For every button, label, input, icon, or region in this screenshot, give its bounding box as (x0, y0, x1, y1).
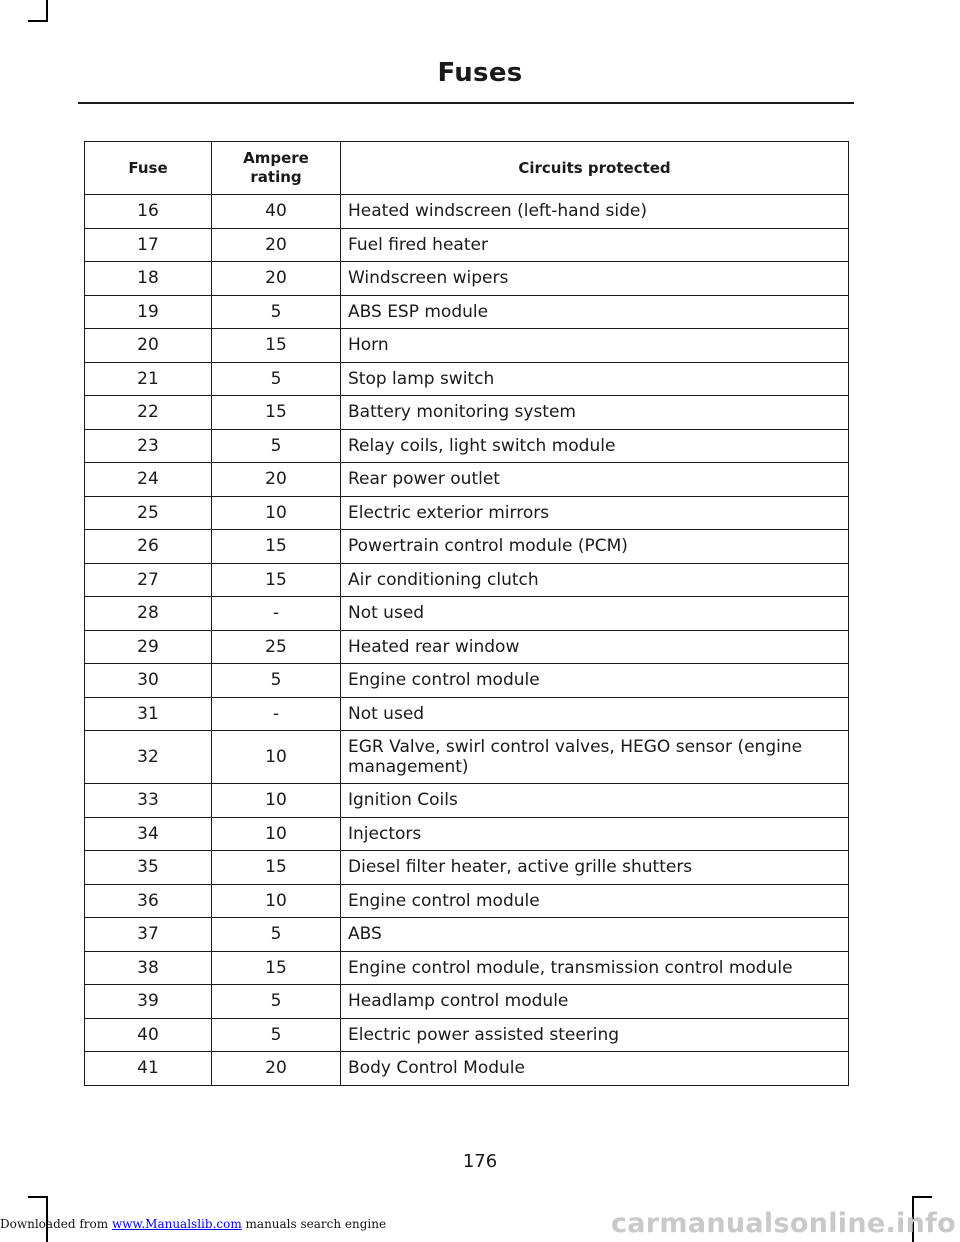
cell-circuits: Diesel filter heater, active grille shutters (341, 851, 849, 885)
cell-ampere: 5 (212, 362, 341, 396)
table-row (85, 195, 849, 229)
cell-ampere: 5 (212, 664, 341, 698)
manualslib-link[interactable]: www.Manualslib.com (111, 1217, 242, 1231)
table-row (85, 1018, 849, 1052)
cell-ampere: - (212, 597, 341, 631)
crop-mark-top-left-h (28, 20, 48, 22)
cell-fuse: 27 (85, 563, 212, 597)
table-row (85, 630, 849, 664)
cell-fuse: 24 (85, 463, 212, 497)
cell-ampere: 15 (212, 396, 341, 430)
table-row (85, 597, 849, 631)
cell-ampere: 5 (212, 429, 341, 463)
cell-fuse: 33 (85, 784, 212, 818)
cell-ampere: 15 (212, 951, 341, 985)
table-row (85, 817, 849, 851)
table-row (85, 329, 849, 363)
cell-ampere: 5 (212, 918, 341, 952)
cell-fuse: 31 (85, 697, 212, 731)
cell-ampere: 15 (212, 851, 341, 885)
header-circuits-protected: Circuits protected (341, 142, 849, 195)
cell-ampere: 25 (212, 630, 341, 664)
table-row (85, 262, 849, 296)
table-row (85, 429, 849, 463)
crop-mark-top-left-v (46, 0, 48, 22)
crop-mark-bottom-left-h (28, 1196, 48, 1198)
cell-circuits: Stop lamp switch (341, 362, 849, 396)
cell-circuits: EGR Valve, swirl control valves, HEGO sensor (engine management) (341, 731, 849, 784)
cell-circuits: Ignition Coils (341, 784, 849, 818)
page-title: Fuses (437, 58, 523, 88)
table-row (85, 784, 849, 818)
header-fuse: Fuse (85, 142, 212, 195)
cell-fuse: 34 (85, 817, 212, 851)
cell-fuse: 40 (85, 1018, 212, 1052)
title-rule (78, 102, 854, 104)
cell-circuits: ABS ESP module (341, 295, 849, 329)
cell-fuse: 18 (85, 262, 212, 296)
cell-fuse: 21 (85, 362, 212, 396)
cell-fuse: 20 (85, 329, 212, 363)
cell-ampere: - (212, 697, 341, 731)
cell-circuits: Battery monitoring system (341, 396, 849, 430)
cell-circuits: Relay coils, light switch module (341, 429, 849, 463)
cell-ampere: 10 (212, 496, 341, 530)
table-row (85, 951, 849, 985)
table-row (85, 851, 849, 885)
cell-ampere: 5 (212, 1018, 341, 1052)
cell-ampere: 20 (212, 262, 341, 296)
cell-fuse: 38 (85, 951, 212, 985)
cell-fuse: 17 (85, 228, 212, 262)
cell-ampere: 20 (212, 1052, 341, 1086)
cell-fuse: 19 (85, 295, 212, 329)
cell-circuits: Headlamp control module (341, 985, 849, 1019)
cell-circuits: Engine control module, transmission control module (341, 951, 849, 985)
header-ampere-line1: Ampere (243, 149, 309, 167)
cell-circuits: ABS (341, 918, 849, 952)
table-row (85, 530, 849, 564)
table-row (85, 1052, 849, 1086)
watermark-logo: carmanualsonline.info (610, 1208, 956, 1239)
cell-circuits: Electric exterior mirrors (341, 496, 849, 530)
table-row (85, 697, 849, 731)
table-row (85, 731, 849, 784)
cell-circuits: Fuel fired heater (341, 228, 849, 262)
cell-ampere: 10 (212, 817, 341, 851)
header-ampere-rating (212, 142, 341, 195)
cell-fuse: 30 (85, 664, 212, 698)
download-suffix: manuals search engine (245, 1217, 387, 1231)
cell-circuits: Heated rear window (341, 630, 849, 664)
table-row (85, 463, 849, 497)
cell-circuits: Electric power assisted steering (341, 1018, 849, 1052)
table-row (85, 396, 849, 430)
cell-ampere: 15 (212, 329, 341, 363)
page-number: 176 (462, 1151, 498, 1172)
cell-ampere: 10 (212, 884, 341, 918)
cell-ampere: 10 (212, 784, 341, 818)
cell-circuits: Not used (341, 697, 849, 731)
table-row (85, 496, 849, 530)
table-row (85, 918, 849, 952)
download-prefix: Downloaded from (0, 1217, 109, 1231)
cell-circuits: Engine control module (341, 664, 849, 698)
cell-fuse: 26 (85, 530, 212, 564)
cell-circuits: Engine control module (341, 884, 849, 918)
cell-ampere: 20 (212, 228, 341, 262)
table-row (85, 362, 849, 396)
cell-fuse: 23 (85, 429, 212, 463)
cell-ampere: 10 (212, 731, 341, 784)
cell-fuse: 28 (85, 597, 212, 631)
cell-ampere: 15 (212, 530, 341, 564)
cell-circuits: Rear power outlet (341, 463, 849, 497)
cell-circuits: Air conditioning clutch (341, 563, 849, 597)
cell-fuse: 25 (85, 496, 212, 530)
cell-ampere: 20 (212, 463, 341, 497)
cell-circuits: Windscreen wipers (341, 262, 849, 296)
cell-circuits: Injectors (341, 817, 849, 851)
header-ampere-line2: rating (250, 168, 302, 186)
table-row (85, 295, 849, 329)
table-row (85, 664, 849, 698)
cell-circuits: Body Control Module (341, 1052, 849, 1086)
cell-ampere: 15 (212, 563, 341, 597)
table-header-row (85, 142, 849, 195)
table-row (85, 884, 849, 918)
cell-fuse: 22 (85, 396, 212, 430)
cell-fuse: 35 (85, 851, 212, 885)
cell-fuse: 32 (85, 731, 212, 784)
cell-fuse: 29 (85, 630, 212, 664)
cell-circuits: Heated windscreen (left-hand side) (341, 195, 849, 229)
crop-mark-bottom-right-h (912, 1196, 932, 1198)
cell-fuse: 36 (85, 884, 212, 918)
cell-ampere: 40 (212, 195, 341, 229)
cell-ampere: 5 (212, 295, 341, 329)
cell-fuse: 16 (85, 195, 212, 229)
table-row (85, 563, 849, 597)
cell-ampere: 5 (212, 985, 341, 1019)
table-row (85, 228, 849, 262)
cell-circuits: Powertrain control module (PCM) (341, 530, 849, 564)
download-footer (0, 1217, 386, 1231)
fuse-table (84, 141, 849, 1086)
cell-fuse: 41 (85, 1052, 212, 1086)
cell-circuits: Horn (341, 329, 849, 363)
cell-circuits: Not used (341, 597, 849, 631)
cell-fuse: 37 (85, 918, 212, 952)
table-row (85, 985, 849, 1019)
cell-fuse: 39 (85, 985, 212, 1019)
